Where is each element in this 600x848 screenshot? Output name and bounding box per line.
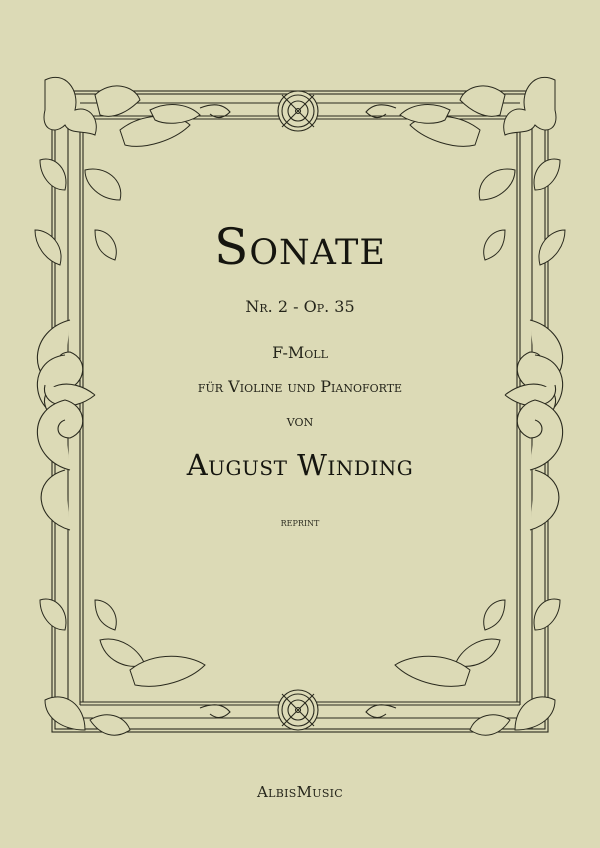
- edition-note: reprint: [280, 515, 320, 529]
- bottom-right-foliage-ornament: [395, 599, 560, 735]
- instrumentation: für Violine und Pianoforte: [197, 377, 403, 396]
- top-medallion-ornament: [200, 91, 396, 131]
- bottom-left-foliage-ornament: [40, 599, 205, 735]
- musical-key: F-Moll: [272, 343, 328, 362]
- composer-name: August Winding: [186, 448, 414, 482]
- bottom-medallion-ornament: [200, 690, 396, 730]
- by-label: von: [286, 411, 314, 430]
- title: Sonate: [214, 218, 386, 276]
- opus-number: Nr. 2 - Op. 35: [245, 297, 355, 316]
- publisher-name: AlbisMusic: [256, 783, 344, 801]
